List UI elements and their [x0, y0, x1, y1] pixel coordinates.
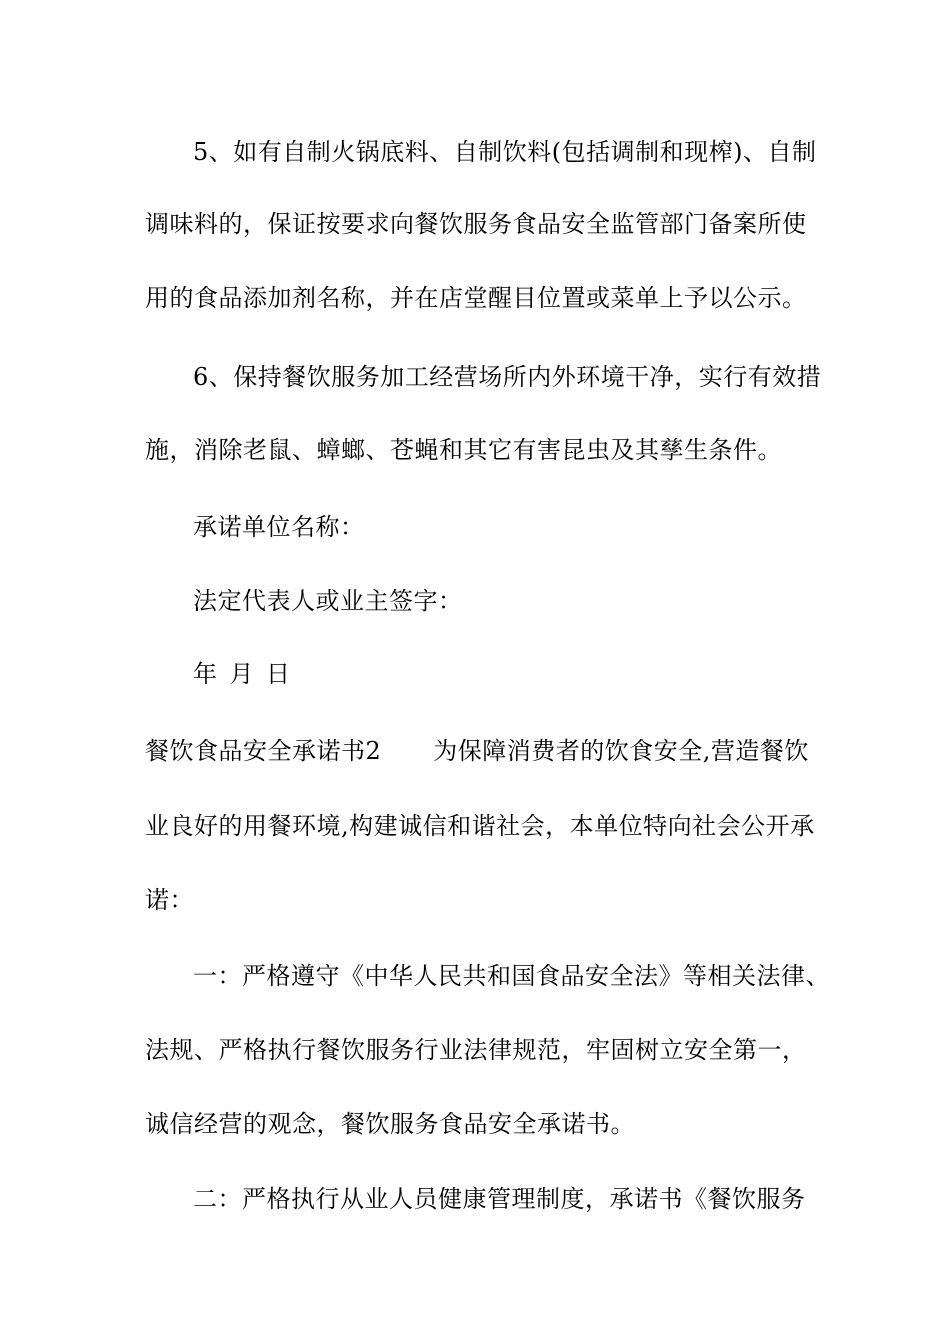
date-day: 日 — [266, 660, 291, 688]
paragraph-5-line-1: 5、如有自制火锅底料、自制饮料(包括调制和现榨)、自制 — [193, 138, 817, 166]
date-year: 年 — [193, 660, 218, 688]
date-line — [193, 658, 873, 690]
date-month: 月 — [229, 660, 254, 688]
item-2-line-1: 二：严格执行从业人员健康管理制度，承诺书《餐饮服务 — [193, 1185, 806, 1213]
paragraph-6-line-1: 6、保持餐饮服务加工经营场所内外环境干净，实行有效措 — [193, 363, 822, 391]
second-letter-heading-line — [145, 735, 825, 767]
intro-line-2: 业良好的用餐环境,构建诚信和谐社会，本单位特向社会公开承 — [145, 812, 815, 840]
intro-line-1: 为保障消费者的饮食安全,营造餐饮 — [433, 737, 809, 765]
representative-signature-label: 法定代表人或业主签字： — [193, 587, 463, 615]
item-1-line-1: 一：严格遵守《中华人民共和国食品安全法》等相关法律、 — [193, 962, 830, 990]
paragraph-5-line-3: 用的食品添加剂名称，并在店堂醒目位置或菜单上予以公示。 — [145, 284, 807, 312]
second-letter-title: 餐饮食品安全承诺书2 — [145, 737, 382, 765]
intro-line-3: 诺： — [145, 886, 194, 914]
paragraph-6-line-2: 施，消除老鼠、蟑螂、苍蝇和其它有害昆虫及其孳生条件。 — [145, 436, 782, 464]
unit-name-label: 承诺单位名称： — [193, 513, 365, 541]
item-1-line-3: 诚信经营的观念，餐饮服务食品安全承诺书。 — [145, 1110, 635, 1138]
paragraph-5-line-2: 调味料的，保证按要求向餐饮服务食品安全监管部门备案所使 — [145, 210, 807, 238]
item-1-line-2: 法规、严格执行餐饮服务行业法律规范，牢固树立安全第一， — [145, 1036, 807, 1064]
